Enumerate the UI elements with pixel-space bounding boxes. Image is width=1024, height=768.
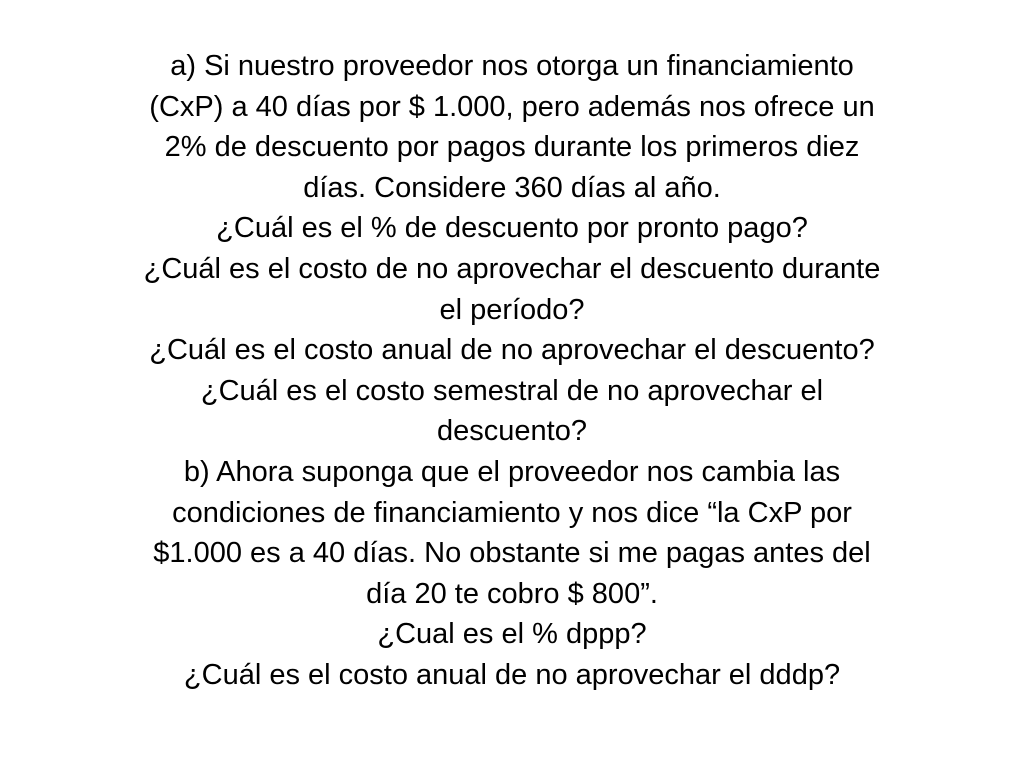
text-line: día 20 te cobro $ 800”. [366,577,658,610]
question-line: ¿Cuál es el costo de no aprovechar el descuento durante [143,252,881,285]
question-line: ¿Cuál es el costo semestral de no aprovechar el [200,374,824,407]
text-line: 2% de descuento por pagos durante los primeros diez [164,131,860,164]
text-line: a) Si nuestro proveedor nos otorga un financiamiento [170,50,854,82]
text-line: condiciones de financiamiento y nos dice “la CxP por [172,496,852,529]
text-line: $1.000 es a 40 días. No obstante si me pagas antes del [153,537,871,570]
question-line: ¿Cuál es el costo anual de no aprovechar el dddp? [183,658,841,691]
problem-text [40,46,984,696]
text-line: (CxP) a 40 días por $ 1.000, pero además nos ofrece un [149,90,875,123]
question-line: descuento? [437,415,587,448]
question-line: ¿Cual es el % dppp? [377,618,647,651]
text-line: días. Considere 360 días al año. [303,171,721,204]
question-line: ¿Cuál es el % de descuento por pronto pago? [216,212,808,245]
question-line: el período? [439,293,585,326]
question-line: ¿Cuál es el costo anual de no aprovechar el descuento? [149,334,875,367]
text-line: b) Ahora suponga que el proveedor nos cambia las [183,455,841,488]
